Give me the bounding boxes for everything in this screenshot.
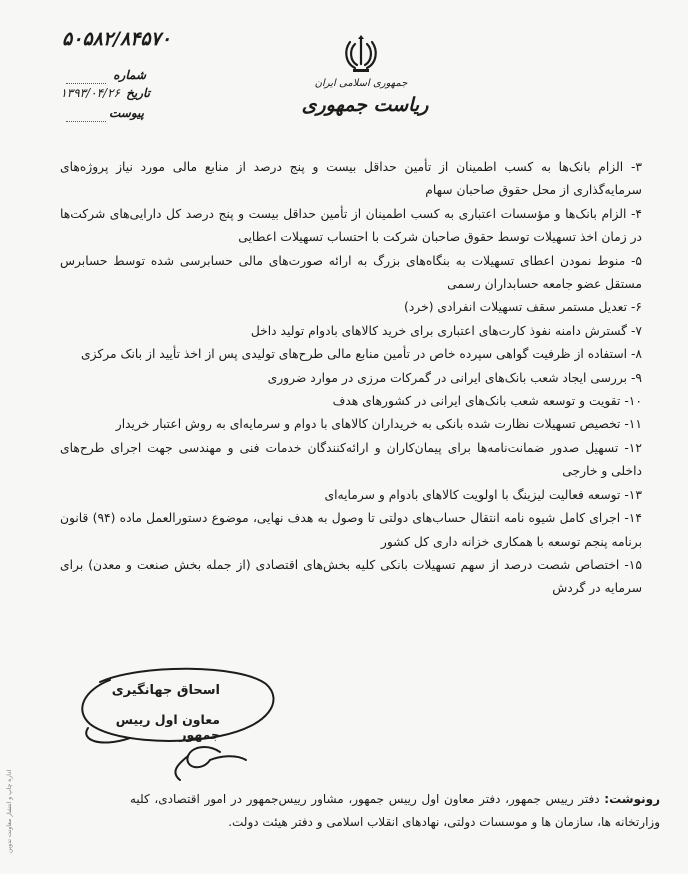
list-item: ۶- تعدیل مستمر سقف تسهیلات انفرادی (خرد) [404, 300, 642, 315]
margin-note: اداره چاپ و انتشار معاونت تدوین [6, 770, 13, 854]
date-label: تاریخ [126, 86, 150, 100]
office-title: ریاست جمهوری [301, 94, 429, 116]
number-dots [66, 82, 106, 84]
list-item: ۱۴- اجرای کامل شیوه نامه انتقال حساب‌های دولتی تا وصول به هدف نهایی، موضوع دستورالعمل ماده (۹۴) قانون برنامه پنجم توسعه با همکاری خزانه داری کل کشور [60, 511, 642, 549]
cc-recipients: دفتر رییس جمهور، دفتر معاون اول رییس جمهور، مشاور رییس‌جمهور در امور اقتصادی، کلیه وزارتخانه ها، سازمان ها و موسسات دولتی، نهادهای انقلاب اسلامی و دفتر هیئت دولت. [130, 792, 660, 829]
list-item: ۹- بررسی ایجاد شعب بانک‌های ایرانی در گمرکات مرزی در موارد ضروری [267, 370, 642, 385]
date-value: ۱۳۹۳/۰۴/۲۶ [60, 86, 120, 100]
list-item: ۸- استفاده از ظرفیت گواهی سپرده خاص در تأمین منابع مالی طرح‌های تولیدی پس از اخذ تأیید از بانک مرکزی [80, 347, 642, 362]
cc-list [130, 788, 660, 834]
list-item: ۱۱- تخصیص تسهیلات نظارت شده بانکی به خریداران کالاهای با دوام و سرمایه‌ای به روش اعتبار خریدار [115, 417, 642, 432]
list-item: ۱۵- اختصاص شصت درصد از سهم تسهیلات بانکی کلیه بخش‌های اقتصادی (از جمله بخش صنعت و معدن) برای سرمایه در گردش [60, 557, 642, 596]
attachment-label: پیوست [109, 106, 144, 120]
list-item: ۱۳- توسعه فعالیت لیزینگ با اولویت کالاهای بادوام و سرمایه‌ای [324, 487, 642, 502]
number-label: شماره [113, 68, 146, 82]
cc-label: رونوشت: [604, 792, 660, 806]
letter-number: ۵۰۵۸۲/۸۴۵۷۰ [62, 28, 171, 50]
iran-emblem-icon [343, 34, 379, 74]
attachment-dots [66, 120, 106, 122]
list-item: ۱۰- تقویت و توسعه شعب بانک‌های ایرانی در کشورهای هدف [332, 394, 642, 409]
country-name: جمهوری اسلامی ایران [314, 78, 408, 89]
list-item: ۵- منوط نمودن اعطای تسهیلات به بنگاه‌های بزرگ به ارائه صورت‌های مالی حسابرسی شده توسط حسابرس مستقل عضو جامعه حسابداران رسمی [60, 253, 642, 292]
signatory-name: اسحاق جهانگیری [111, 683, 220, 698]
list-item: ۴- الزام بانک‌ها و مؤسسات اعتباری به کسب اطمینان از تأمین حداقل بیست و پنج درصد کل دارایی‌های شرکت‌ها در زمان اخذ تسهیلات توسط حقوق صاحبان شرکت با احتساب تسهیلات اعطایی [60, 206, 642, 245]
list-item: ۱۲- تسهیل صدور ضمانت‌نامه‌ها برای پیمان‌کاران و ارائه‌کنندگان خدمات فنی و مهندسی جهت اجرای طرح‌های داخلی و خارجی [60, 440, 642, 479]
signatory-title: معاون اول رییس جمهور [115, 712, 220, 742]
list-item: ۳- الزام بانک‌ها به کسب اطمینان از تأمین حداقل بیست و پنج درصد از منابع مالی مورد نیاز پروژه‌های سرمایه‌گذاری از محل حقوق صاحبان سهام [60, 160, 642, 198]
letter-body [60, 156, 642, 601]
list-item: ۷- گسترش دامنه نفوذ کارت‌های اعتباری برای خرید کالاهای بادوام تولید داخل [250, 323, 642, 338]
